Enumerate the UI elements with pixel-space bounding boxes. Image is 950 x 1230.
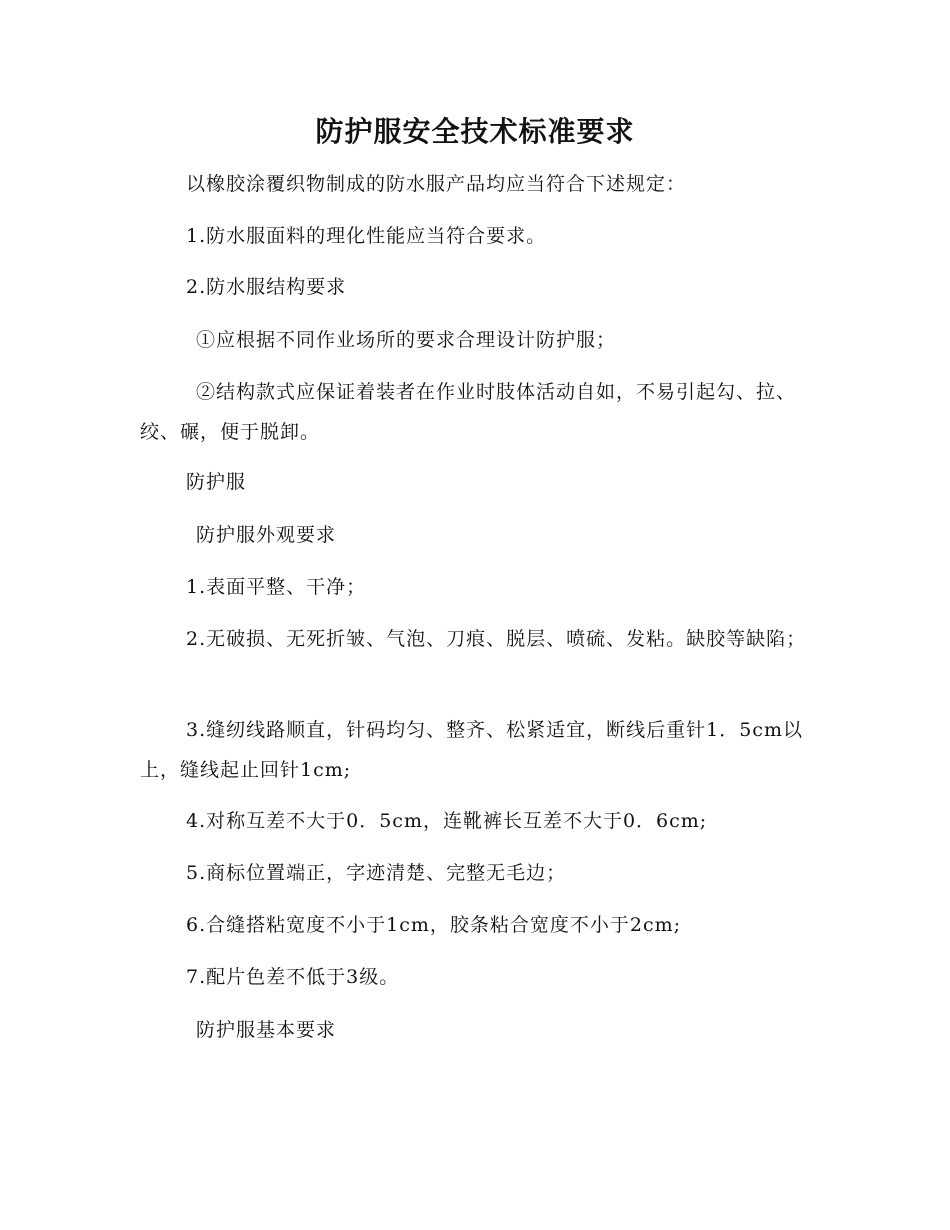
section-heading-appearance: 防护服外观要求 [196,524,337,546]
appearance-item-6: 6.合缝搭粘宽度不小于1cm，胶条粘合宽度不小于2cm; [186,914,682,936]
section-heading-protective-clothing: 防护服 [186,471,247,493]
appearance-item-5: 5.商标位置端正，字迹清楚、完整无毛边； [186,862,567,884]
appearance-item-3: 3.缝纫线路顺直，针码均匀、整齐、松紧适宜，断线后重针1．5cm以上，缝线起止回针1cm; [140,719,803,781]
appearance-item-2: 2.无破损、无死折皱、气泡、刀痕、脱层、喷硫、发粘。缺胶等缺陷； [186,628,807,650]
appearance-item-4: 4.对称互差不大于0．5cm，连靴裤长互差不大于0．6cm; [186,810,708,832]
paragraph-item-2: 2.防水服结构要求 [186,276,347,298]
paragraph-item-1: 1.防水服面料的理化性能应当符合要求。 [186,225,547,247]
paragraph-intro: 以橡胶涂覆织物制成的防水服产品均应当符合下述规定： [186,173,687,195]
appearance-item-1: 1.表面平整、干净； [186,576,367,598]
document-title: 防护服安全技术标准要求 [315,115,635,148]
paragraph-subitem-1: ①应根据不同作业场所的要求合理设计防护服； [196,329,617,351]
section-heading-basic-requirements: 防护服基本要求 [196,1019,337,1041]
appearance-item-7: 7.配片色差不低于3级。 [186,966,400,988]
paragraph-subitem-2: ②结构款式应保证着装者在作业时肢体活动自如，不易引起勾、拉、绞、碾，便于脱卸。 [140,381,797,443]
